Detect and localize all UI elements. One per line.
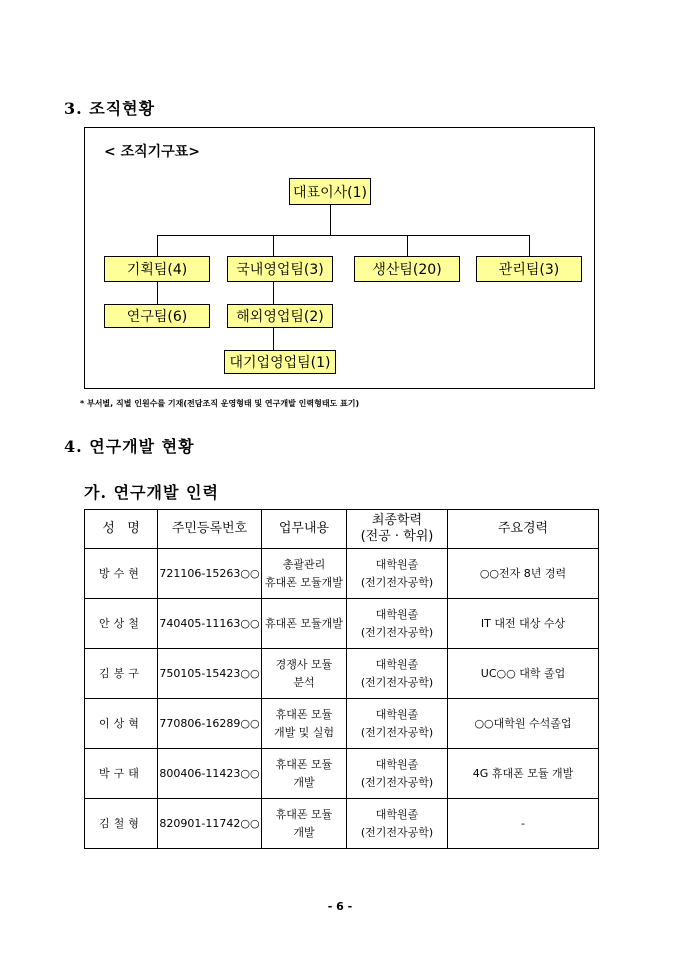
table-row bbox=[85, 599, 599, 649]
education-line2: (전기전자공학) bbox=[360, 625, 434, 639]
name-cell: 방수현 bbox=[85, 549, 158, 599]
production-drop-line bbox=[407, 235, 408, 256]
name-cell: 김봉구 bbox=[85, 649, 158, 699]
duty-line2: 개발 bbox=[293, 775, 315, 789]
corporate-sales-team-box: 대기업영업팀(1) bbox=[224, 350, 336, 374]
header-id-number: 주민등록번호 bbox=[158, 510, 262, 549]
education-line1: 대학원졸 bbox=[375, 557, 419, 571]
header-education-line2: (전공 · 학위) bbox=[360, 529, 434, 544]
overseas-sales-team-box: 해외영업팀(2) bbox=[227, 304, 333, 328]
career-cell: 4G 휴대폰 모듈 개발 bbox=[448, 749, 599, 799]
career-cell: ○○대학원 수석졸업 bbox=[448, 699, 599, 749]
table-row bbox=[85, 749, 599, 799]
education-line1: 대학원졸 bbox=[375, 707, 419, 721]
career-cell: UC○○ 대학 졸업 bbox=[448, 649, 599, 699]
ceo-box: 대표이사(1) bbox=[289, 178, 371, 205]
page-number: - 6 - bbox=[327, 900, 353, 913]
education-line2: (전기전자공학) bbox=[360, 775, 434, 789]
duty-line2: 개발 및 실험 bbox=[273, 725, 335, 739]
domestic-sales-drop-line bbox=[273, 235, 274, 256]
name-cell: 이상혁 bbox=[85, 699, 158, 749]
duty-line2: 분석 bbox=[293, 675, 315, 689]
header-education-line1: 최종학력 bbox=[371, 513, 423, 528]
table-row bbox=[85, 649, 599, 699]
duty-cell bbox=[262, 549, 347, 599]
research-staff-table bbox=[84, 509, 599, 849]
header-name: 성 명 bbox=[85, 510, 158, 549]
education-line2: (전기전자공학) bbox=[360, 675, 434, 689]
footnote: * 부서별, 직별 인원수를 기재(전담조직 운영형태 및 연구개발 인력형태도 표기) bbox=[80, 399, 360, 408]
domestic-sales-team-box: 국내영업팀(3) bbox=[227, 256, 333, 282]
career-cell: ○○전자 8년 경력 bbox=[448, 549, 599, 599]
header-duty: 업무내용 bbox=[262, 510, 347, 549]
corporate-connector-line bbox=[273, 328, 274, 350]
duty-cell bbox=[262, 599, 347, 649]
duty-line1: 휴대폰 모듈 bbox=[275, 757, 333, 771]
duty-cell bbox=[262, 749, 347, 799]
education-cell bbox=[347, 799, 448, 849]
career-cell: - bbox=[448, 799, 599, 849]
org-chart-caption: < 조직기구표> bbox=[104, 144, 200, 160]
duty-cell bbox=[262, 649, 347, 699]
duty-line1: 휴대폰 모듈 bbox=[275, 807, 333, 821]
section-title: 3. 조직현황 bbox=[64, 99, 156, 118]
planning-drop-line bbox=[157, 235, 158, 256]
branch-horizontal-line bbox=[157, 235, 530, 236]
education-line1: 대학원졸 bbox=[375, 607, 419, 621]
id-number-cell: 770806-16289○○ bbox=[158, 699, 262, 749]
id-number-cell: 721106-15263○○ bbox=[158, 549, 262, 599]
research-team-box: 연구팀(6) bbox=[104, 304, 210, 328]
education-line1: 대학원졸 bbox=[375, 657, 419, 671]
overseas-connector-line bbox=[273, 282, 274, 304]
research-connector-line bbox=[157, 282, 158, 304]
table-row bbox=[85, 699, 599, 749]
duty-line1: 총괄관리 bbox=[282, 557, 326, 571]
name-cell: 박구태 bbox=[85, 749, 158, 799]
table-row bbox=[85, 799, 599, 849]
id-number-cell: 820901-11742○○ bbox=[158, 799, 262, 849]
education-line1: 대학원졸 bbox=[375, 757, 419, 771]
section-title-research: 4. 연구개발 현황 bbox=[64, 437, 195, 456]
duty-line1: 휴대폰 모듈 bbox=[275, 707, 333, 721]
education-cell bbox=[347, 749, 448, 799]
education-cell bbox=[347, 549, 448, 599]
planning-team-box: 기획팀(4) bbox=[104, 256, 210, 282]
duty-line2: 개발 bbox=[293, 825, 315, 839]
table-header-row bbox=[85, 510, 599, 549]
table-row bbox=[85, 549, 599, 599]
id-number-cell: 800406-11423○○ bbox=[158, 749, 262, 799]
duty-line1: 휴대폰 모듈개발 bbox=[265, 616, 343, 630]
management-team-box: 관리팀(3) bbox=[476, 256, 582, 282]
education-line2: (전기전자공학) bbox=[360, 725, 434, 739]
id-number-cell: 750105-15423○○ bbox=[158, 649, 262, 699]
subsection-title: 가. 연구개발 인력 bbox=[84, 483, 219, 502]
education-line1: 대학원졸 bbox=[375, 807, 419, 821]
duty-cell bbox=[262, 799, 347, 849]
name-cell: 안상철 bbox=[85, 599, 158, 649]
duty-cell bbox=[262, 699, 347, 749]
ceo-connector-line bbox=[330, 205, 331, 235]
education-cell bbox=[347, 699, 448, 749]
header-education bbox=[347, 510, 448, 549]
education-line2: (전기전자공학) bbox=[360, 825, 434, 839]
education-cell bbox=[347, 599, 448, 649]
career-cell: IT 대전 대상 수상 bbox=[448, 599, 599, 649]
education-cell bbox=[347, 649, 448, 699]
production-team-box: 생산팀(20) bbox=[354, 256, 460, 282]
duty-line2: 휴대폰 모듈개발 bbox=[265, 575, 343, 589]
management-drop-line bbox=[529, 235, 530, 256]
header-career: 주요경력 bbox=[448, 510, 599, 549]
duty-line1: 경쟁사 모듈 bbox=[275, 657, 333, 671]
name-cell: 김철형 bbox=[85, 799, 158, 849]
id-number-cell: 740405-11163○○ bbox=[158, 599, 262, 649]
education-line2: (전기전자공학) bbox=[360, 575, 434, 589]
